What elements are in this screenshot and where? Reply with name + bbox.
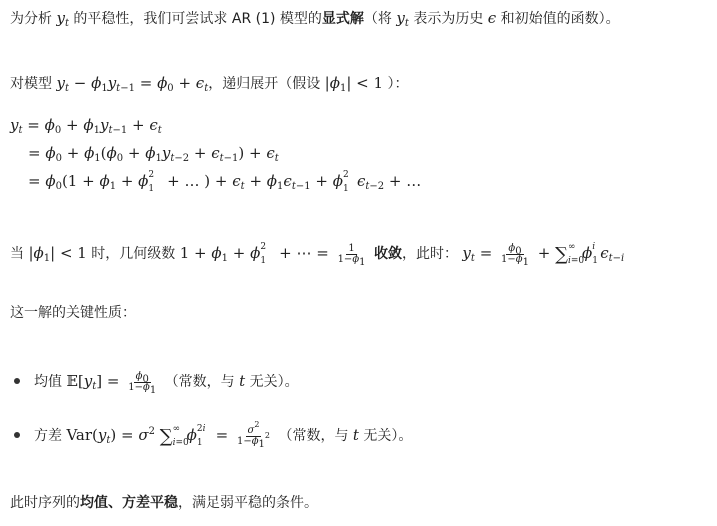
property-variance: [34, 419, 413, 450]
property-mean-note: （常数，与: [164, 374, 235, 390]
model-equation: $y_t - \phi_1y_{t-1} = \phi_0 + \epsilon_t$: [56, 74, 209, 94]
intro-text-5: 和初始值的函数）。: [500, 11, 620, 27]
geometric-series: $1 + \phi_1 + \phi$ 2 1 + ⋯ = $\frac{1}{1-\phi_1}$: [179, 242, 366, 268]
intro-explicit-solution: 显式解: [321, 11, 364, 27]
bullet-icon: [14, 378, 20, 384]
convergence-mid1: 时，几何级数: [91, 246, 176, 262]
convergence-mid2: ，此时：: [401, 246, 458, 262]
property-mean: [34, 370, 299, 396]
property-variance-note: （常数，与: [278, 428, 349, 444]
conclusion-post: ，满足弱平稳的条件。: [178, 495, 318, 511]
model-condition: $|\phi_1| < 1$: [324, 74, 384, 94]
intro-yt-2: $y_t$: [396, 9, 409, 29]
conclusion-paragraph: [10, 492, 318, 514]
intro-yt: $y_t$: [56, 9, 69, 29]
model-post: ）：: [387, 76, 409, 92]
convergence-pre: 当: [10, 246, 24, 262]
explicit-solution-formula: $y_t$ = $\frac{\phi_0}{1-\phi_1}$ + ∑ ∞ i=0 ϕ i 1 $\epsilon_{t-i}$: [462, 242, 625, 268]
intro-text-2: 的平稳性，我们可尝试求 AR (1) 模型的: [73, 11, 322, 27]
model-paragraph: [10, 72, 409, 94]
property-variance-formula: $Var(y_t) = \sigma^2$ ∑ ∞ i=0 ϕ 2i 1 = $\frac{\sigma^2}{1-\phi_1^2}$: [66, 419, 271, 450]
intro-paragraph: [10, 7, 620, 29]
property-mean-label: 均值: [34, 374, 62, 390]
intro-text-4: 表示为历史: [413, 11, 484, 27]
expansion-line-1: $y_t = \phi_0 + \phi_1y_{t-1} + \epsilon_t$: [10, 116, 162, 136]
expansion-line-3: = $\phi_0(1 + \phi_1 + \phi$ 2 1 + … ) + $\epsilon_t + \phi_1\epsilon_{t-1} + \phi$ 2 1 $\epsilon_{t-2}$ + …: [28, 170, 422, 194]
model-mid: ，递归展开（假设: [208, 76, 321, 92]
property-variance-t: t: [352, 426, 359, 444]
model-pre: 对模型: [10, 76, 52, 92]
property-mean-note-end: 无关）。: [249, 374, 299, 390]
property-variance-label: 方差: [34, 428, 62, 444]
bullet-icon: [14, 432, 20, 438]
properties-title: 这一解的关键性质：: [10, 305, 136, 321]
property-mean-t: t: [239, 372, 246, 390]
intro-epsilon: ϵ: [487, 9, 497, 27]
conclusion-bold: 均值、方差平稳: [80, 495, 178, 511]
expansion-line-2: = $\phi_0 + \phi_1(\phi_0 + \phi_1y_{t-2} + \epsilon_{t-1}) + \epsilon_t$: [28, 144, 279, 164]
property-mean-formula: $𝔼[y_t]$ = $\frac{\phi_0}{1-\phi_1}$: [66, 370, 157, 396]
intro-text-3: （将: [363, 11, 392, 27]
convergence-paragraph: [10, 242, 625, 268]
property-variance-note-end: 无关）。: [363, 428, 413, 444]
convergence-condition: $|\phi_1| < 1$: [28, 244, 87, 264]
convergence-keyword: 收敛: [373, 246, 402, 262]
intro-text-1: 为分析: [10, 11, 52, 27]
conclusion-pre: 此时序列的: [10, 495, 80, 511]
